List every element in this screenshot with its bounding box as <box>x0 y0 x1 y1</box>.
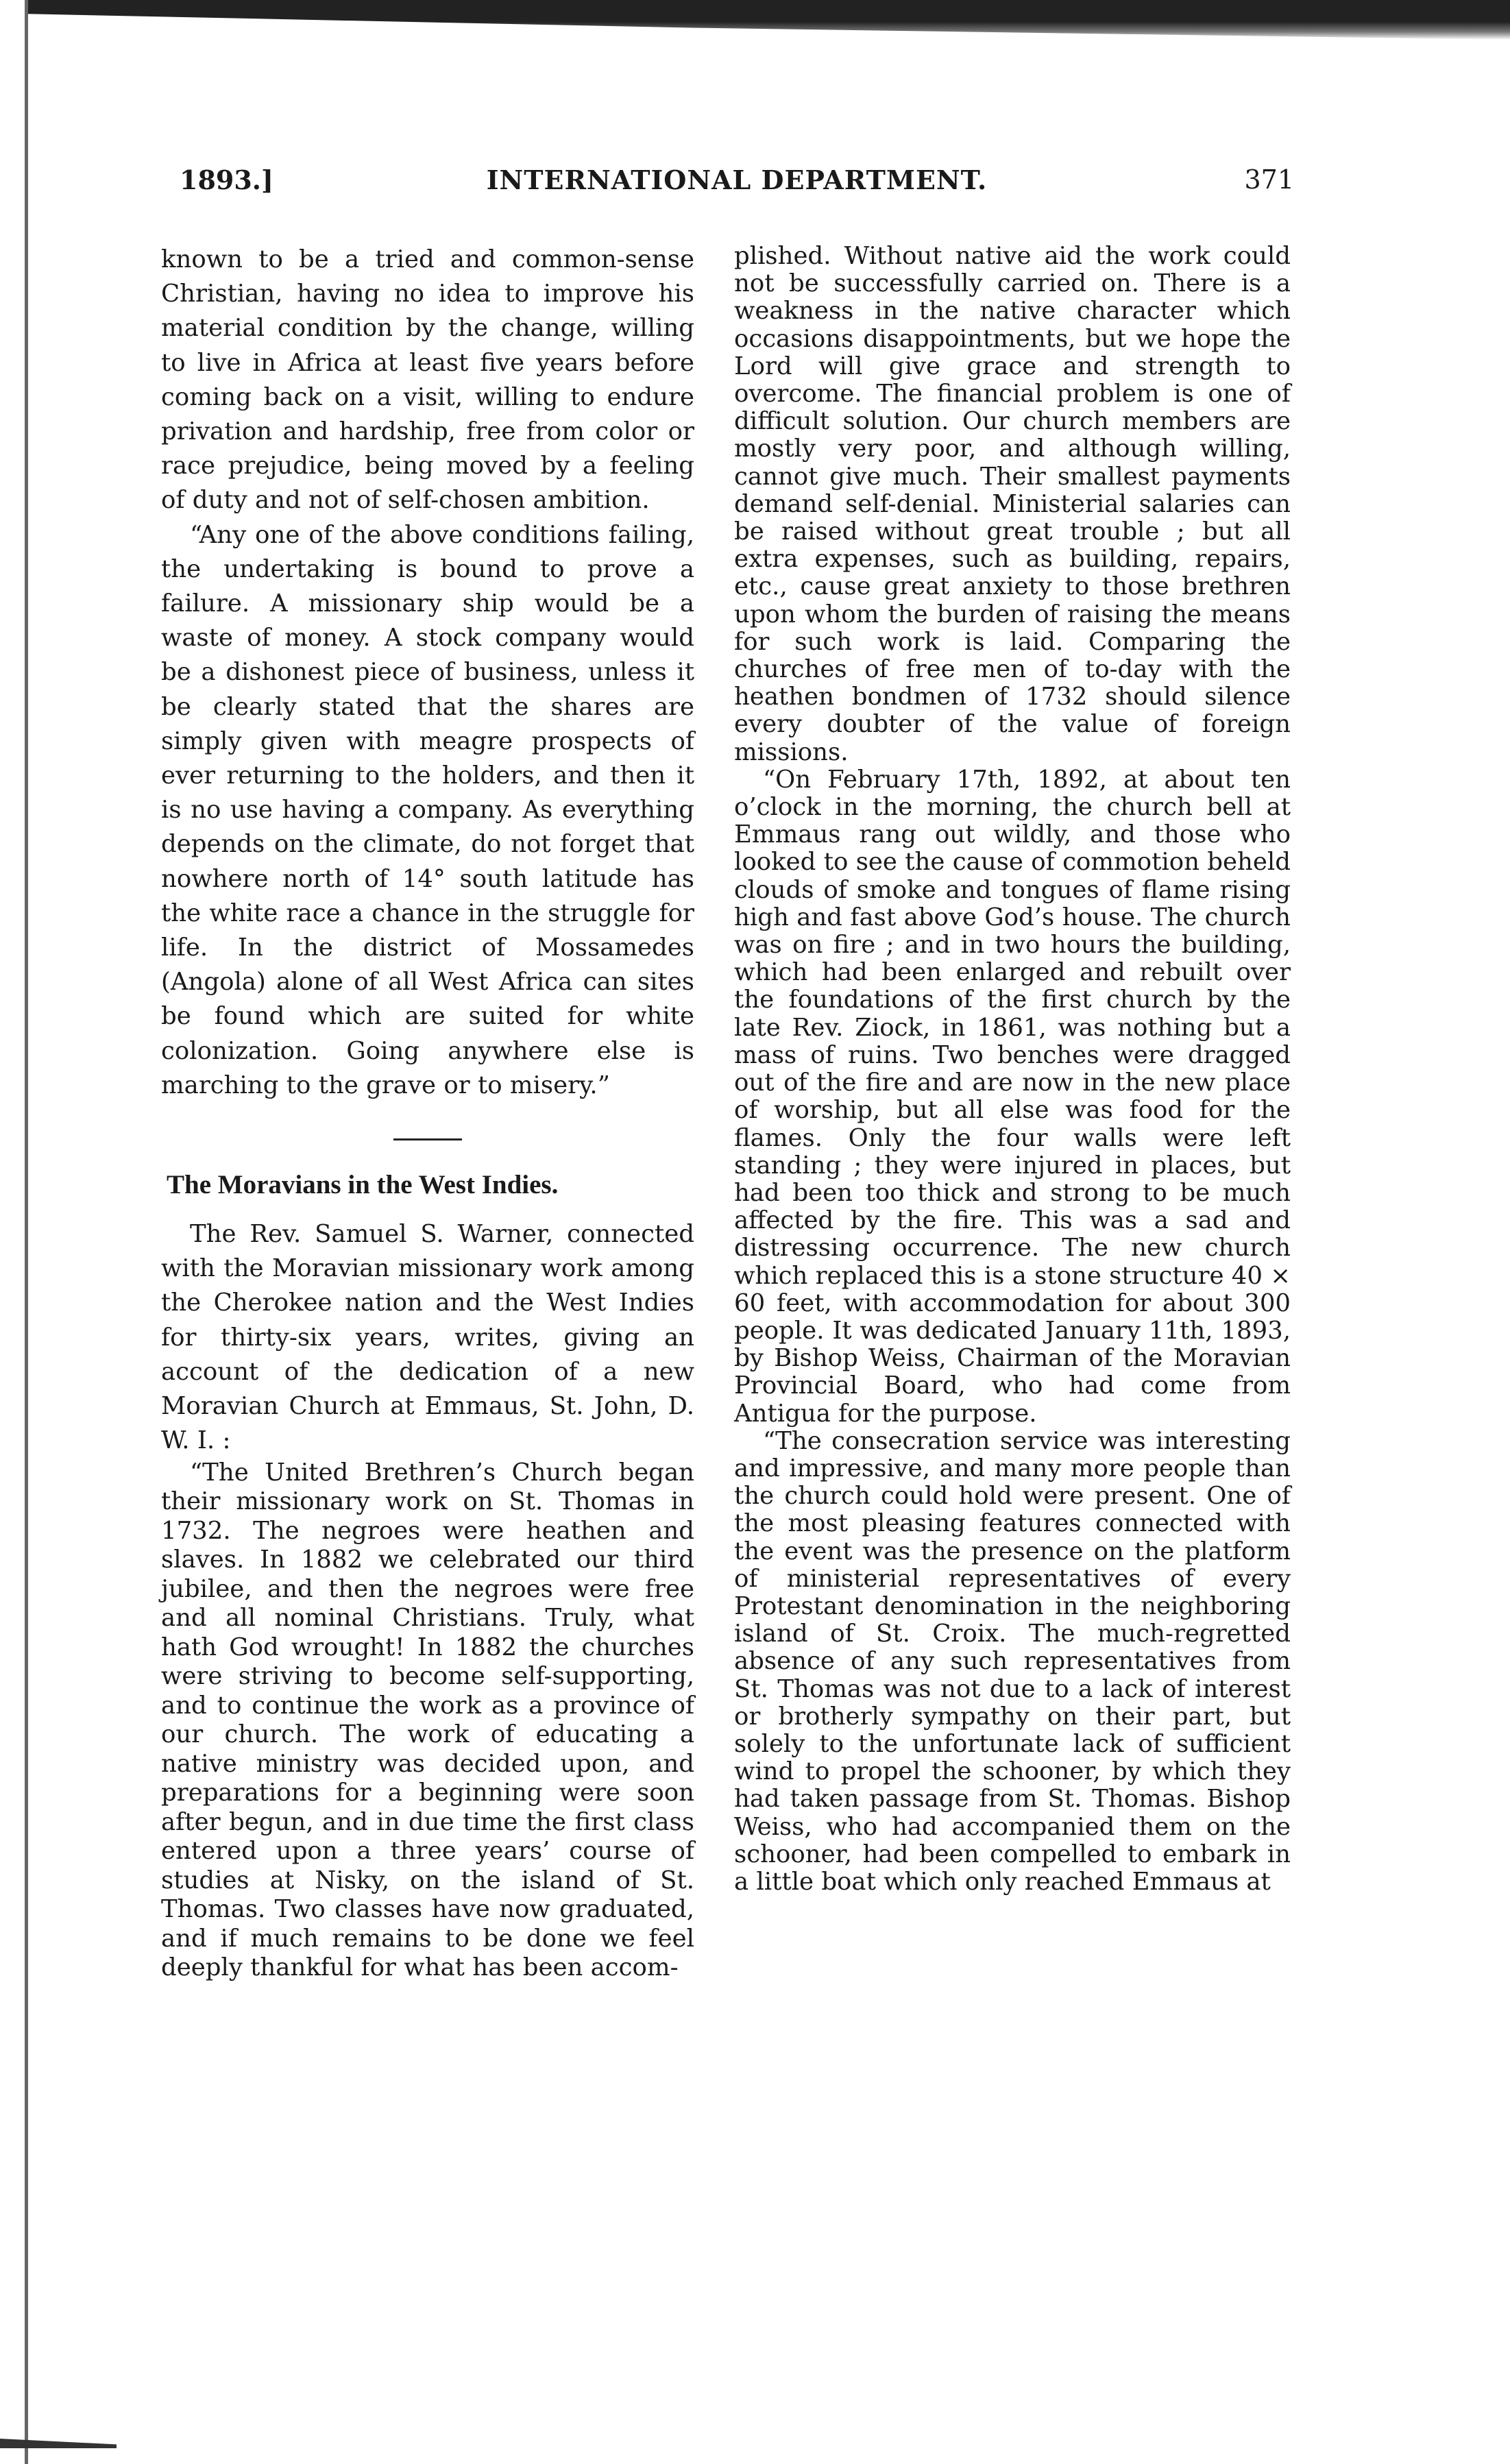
left-paragraph-3: The Rev. Samuel S. Warner, connected with the Moravian missionary work among the Cherokee nation and the West Indies for thirty-six years, writes, giving an account of the dedication of a new Moravian Church at Emmaus, St. John, D. W. I. : <box>161 1220 694 1455</box>
header-year: 1893.] <box>180 164 273 195</box>
right-paragraph-1: plished. Without native aid the work could not be successfully carried on. There is a weakness in the native character which occasions disappointments, but we hope the Lord will give grace and strength to overcome. The financial problem is one of difficult solution. Our church members are mostly very poor, and although willing, cannot give much. Their smallest payments demand self-denial. Ministerial salaries can be raised without great trouble ; but all extra expenses, such as building, repairs, etc., cause great anxiety to those brethren upon whom the burden of raising the means for such work is laid. Comparing the churches of free men of to-day with the heathen bondmen of 1732 should silence every doubter of the value of foreign missions. <box>734 242 1291 766</box>
header-section-title: INTERNATIONAL DEPARTMENT. <box>486 164 988 195</box>
section-divider <box>393 1138 462 1140</box>
right-paragraph-2: “On February 17th, 1892, at about ten o’clock in the morning, the church bell at Emmaus rang out wildly, and those who looked to see the cause of commotion beheld clouds of smoke and tongues of flame rising high and fast above God’s house. The church was on fire ; and in two hours the building, which had been enlarged and rebuilt over the foundations of the first church by the late Rev. Ziock, in 1861, was nothing but a mass of ruins. Two benches were dragged out of the fire and are now in the new place of worship, but all else was food for the flames. Only the four walls were left standing ; they were injured in places, but had been too thick and strong to be much affected by the fire. This was a sad and distressing occurrence. The new church which replaced this is a stone structure 40 × 60 feet, with accommodation for about 300 people. It was dedicated January 11th, 1893, by Bishop Weiss, Chairman of the Moravian Provincial Board, who had come from Antigua for the purpose. <box>734 765 1291 1428</box>
scan-edge-left <box>25 0 28 2464</box>
page-number: 371 <box>1244 164 1294 195</box>
running-head <box>180 164 1294 206</box>
right-paragraph-3: “The consecration service was interesting and impressive, and many more people than the church could hold were present. One of the most pleasing features connected with the event was the presence on the platform of ministerial representatives of every Protestant denomination in the neighboring island of St. Croix. The much-regretted absence of any such representatives from St. Thomas was not due to a lack of interest or brotherly sympathy on their part, but solely to the unfortunate lack of sufficient wind to propel the schooner, by which they had taken passage from St. Thomas. Bishop Weiss, who had accompanied them on the schooner, had been compelled to embark in a little boat which only reached Emmaus at <box>734 1426 1291 1896</box>
scan-edge-top <box>27 0 1510 40</box>
section-heading: The Moravians in the West Indies. <box>167 1170 559 1200</box>
left-paragraph-4: “The United Brethren’s Church began their missionary work on St. Thomas in 1732. The negroes were heathen and slaves. In 1882 we celebrated our third jubilee, and then the negroes were free and all nominal Christians. Truly, what hath God wrought! In 1882 the churches were striving to become self-supporting, and to continue the work as a province of our church. The work of educating a native ministry was decided upon, and preparations for a beginning were soon after begun, and in due time the first class entered upon a three years’ course of studies at Nisky, on the island of St. Thomas. Two classes have now graduated, and if much remains to be done we feel deeply thankful for what has been accom- <box>161 1458 694 1981</box>
right-column <box>734 243 1291 1896</box>
scan-edge-bottom <box>0 2439 117 2448</box>
left-paragraph-1: known to be a tried and common-sense Christian, having no idea to improve his material condition by the change, willing to live in Africa at least five years before coming back on a visit, willing to endure privation and hardship, free from color or race prejudice, being moved by a feeling of duty and not of self-chosen ambition. <box>161 245 694 515</box>
left-paragraph-2: “Any one of the above conditions failing, the undertaking is bound to prove a failure. A missionary ship would be a waste of money. A stock company would be a dishonest piece of business, unless it be clearly stated that the shares are simply given with meagre prospects of ever returning to the holders, and then it is no use having a company. As everything depends on the climate, do not forget that nowhere north of 14° south latitude has the white race a chance in the struggle for life. In the district of Mossamedes (Angola) alone of all West Africa can sites be found which are suited for white colonization. Going anywhere else is marching to the grave or to misery.” <box>161 520 694 1099</box>
left-column <box>161 243 694 1983</box>
